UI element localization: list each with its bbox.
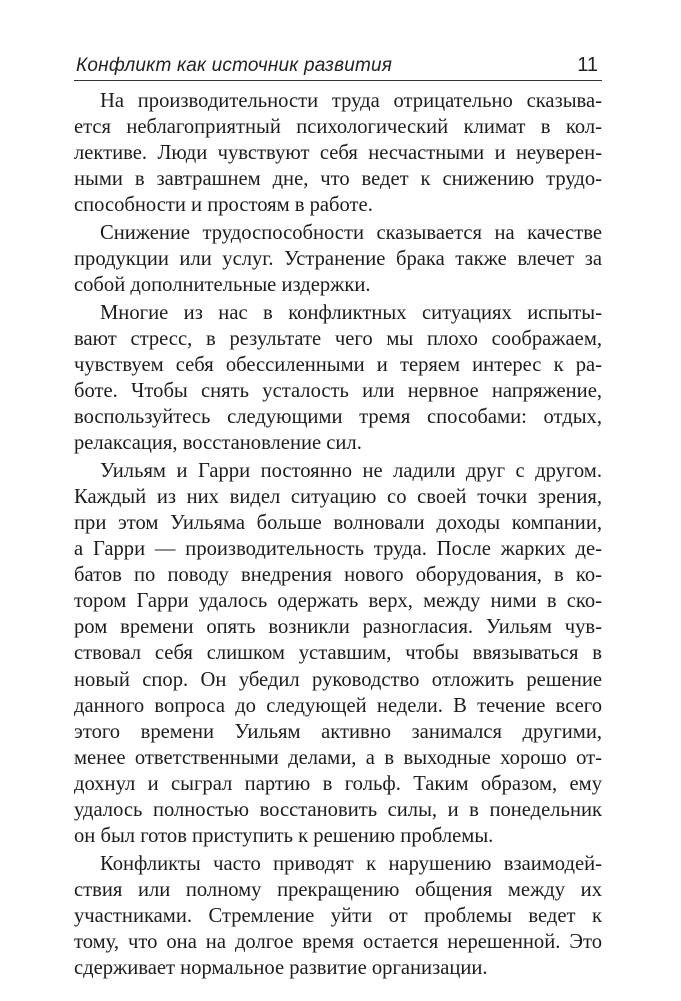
text-line: он был готов приступить к решению проблемы. <box>74 825 494 848</box>
text-line: данного вопроса до следующей недели. В течение всего <box>74 694 602 717</box>
chapter-title: Конфликт как источник развития <box>76 55 393 76</box>
paragraph <box>74 458 602 849</box>
text-line: тому, что она на долгое время остается нерешенной. Это <box>74 931 602 953</box>
page-number: 11 <box>577 54 598 76</box>
text-line: продукции или услуг. Устранение брака также влечет за <box>74 248 602 271</box>
text-line: менее ответственными делами, а в выходные хорошо от- <box>74 746 602 769</box>
text-line: при этом Уильяма больше волновали доходы компании, <box>74 512 602 534</box>
text-line: На производительности труда отрицательно сказыва- <box>100 90 602 112</box>
text-line: а Гарри — производительность труда. После жарких де- <box>74 538 602 561</box>
text-line: участниками. Стремление уйти от проблемы ведет к <box>74 904 602 927</box>
running-header <box>74 51 602 81</box>
text-line: удалось полностью восстановить силы, и в понедельник <box>74 799 602 822</box>
text-line: ется неблагоприятный психологический климат в кол- <box>74 116 602 139</box>
text-line: Конфликты часто приводят к нарушению взаимодей- <box>100 852 602 875</box>
text-line: чувствуем себя обессиленными и теряем интерес к ра- <box>74 353 602 376</box>
text-line: Каждый из них видел ситуацию со своей точки зрения, <box>74 485 602 508</box>
text-line: собой дополнительные издержки. <box>74 274 371 297</box>
text-line: тором Гарри удалось одержать верх, между ними в ско- <box>74 590 602 613</box>
paragraph <box>74 220 602 298</box>
text-line: Уильям и Гарри постоянно не ладили друг с другом. <box>100 459 602 482</box>
text-line: этого времени Уильям активно занимался другими, <box>74 720 602 743</box>
text-line: сдерживает нормальное развитие организации. <box>74 957 488 980</box>
text-line: батов по поводу внедрения нового оборудования, в ко- <box>74 564 602 587</box>
text-line: Снижение трудоспособности сказывается на качестве <box>100 221 602 244</box>
text-line: вают стресс, в результате чего мы плохо соображаем, <box>74 327 602 350</box>
text-line: воспользуйтесь следующими тремя способами: отдых, <box>74 406 602 429</box>
text-line: Многие из нас в конфликтных ситуациях испыты- <box>100 301 602 324</box>
text-line: способности и простоям в работе. <box>74 194 373 217</box>
text-line: релаксация, восстановление сил. <box>74 432 362 455</box>
paragraph <box>74 851 602 981</box>
text-line: новый спор. Он убедил руководство отложить решение <box>74 668 602 691</box>
paragraph <box>74 88 602 218</box>
text-line: дохнул и сыграл партию в гольф. Таким образом, ему <box>74 772 602 795</box>
text-line: ствия или полному прекращению общения между их <box>74 878 602 901</box>
text-line: лективе. Люди чувствуют себя несчастными и неуверен- <box>74 142 602 165</box>
body-text <box>74 88 602 983</box>
paragraph <box>74 300 602 457</box>
text-line: ными в завтрашнем дне, что ведет к снижению трудо- <box>74 168 602 191</box>
text-line: ром времени опять возникли разногласия. Уильям чув- <box>74 616 602 639</box>
text-line: боте. Чтобы снять усталость или нервное напряжение, <box>74 380 602 403</box>
text-line: ствовал себя слишком уставшим, чтобы ввязываться в <box>74 642 602 665</box>
